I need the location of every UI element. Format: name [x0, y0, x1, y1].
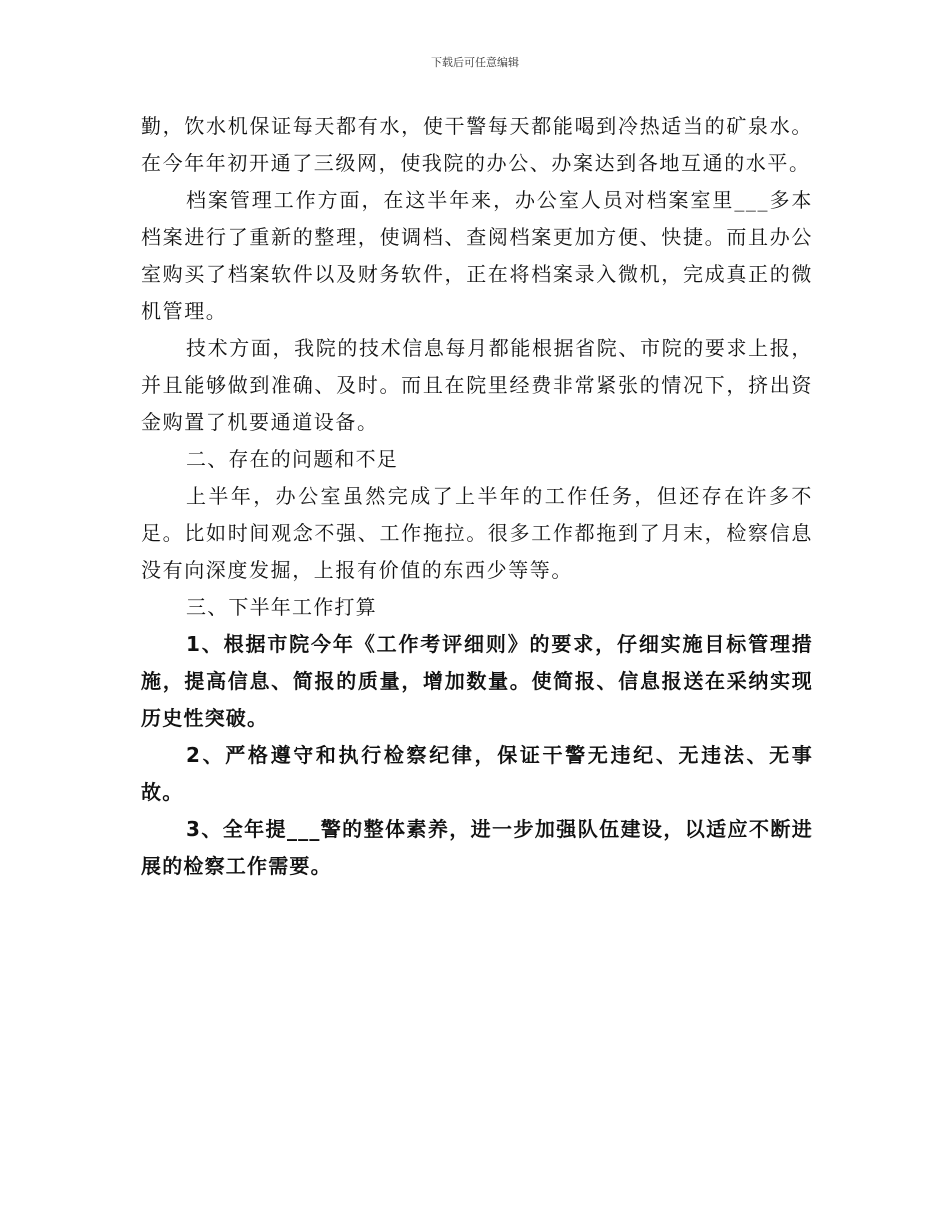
- document-body: [141, 108, 813, 885]
- paragraph-shortcomings: 上半年，办公室虽然完成了上半年的工作任务，但还存在许多不足。比如时间观念不强、工作拖拉。很多工作都拖到了月末，检察信息没有向深度发掘，上报有价值的东西少等等。: [141, 484, 813, 582]
- page-header-note: 下载后可任意编辑: [431, 56, 519, 69]
- plan-item-1: 1、根据市院今年《工作考评细则》的要求，仔细实施目标管理措施，提高信息、简报的质量，增加数量。使简报、信息报送在采纳实现历史性突破。: [141, 632, 813, 730]
- paragraph-archive-management: 档案管理工作方面，在这半年来，办公室人员对档案室里___多本档案进行了重新的整理，使调档、查阅档案更加方便、快捷。而且办公室购买了档案软件以及财务软件，正在将档案录入微机，完成真正的微机管理。: [141, 188, 813, 323]
- section-heading-plans: 三、下半年工作打算: [186, 595, 377, 619]
- paragraph-technology: 技术方面，我院的技术信息每月都能根据省院、市院的要求上报，并且能够做到准确、及时。而且在院里经费非常紧张的情况下，挤出资金购置了机要通道设备。: [141, 336, 813, 434]
- section-heading-problems: 二、存在的问题和不足: [186, 447, 398, 471]
- plan-item-3: 3、全年提___警的整体素养，进一步加强队伍建设，以适应不断进展的检察工作需要。: [141, 817, 813, 878]
- paragraph-continued-office-logistics: 勤，饮水机保证每天都有水，使干警每天都能喝到冷热适当的矿泉水。在今年年初开通了三级网，使我院的办公、办案达到各地互通的水平。: [141, 114, 813, 175]
- plan-item-2: 2、严格遵守和执行检察纪律，保证干警无违纪、无违法、无事故。: [141, 743, 813, 804]
